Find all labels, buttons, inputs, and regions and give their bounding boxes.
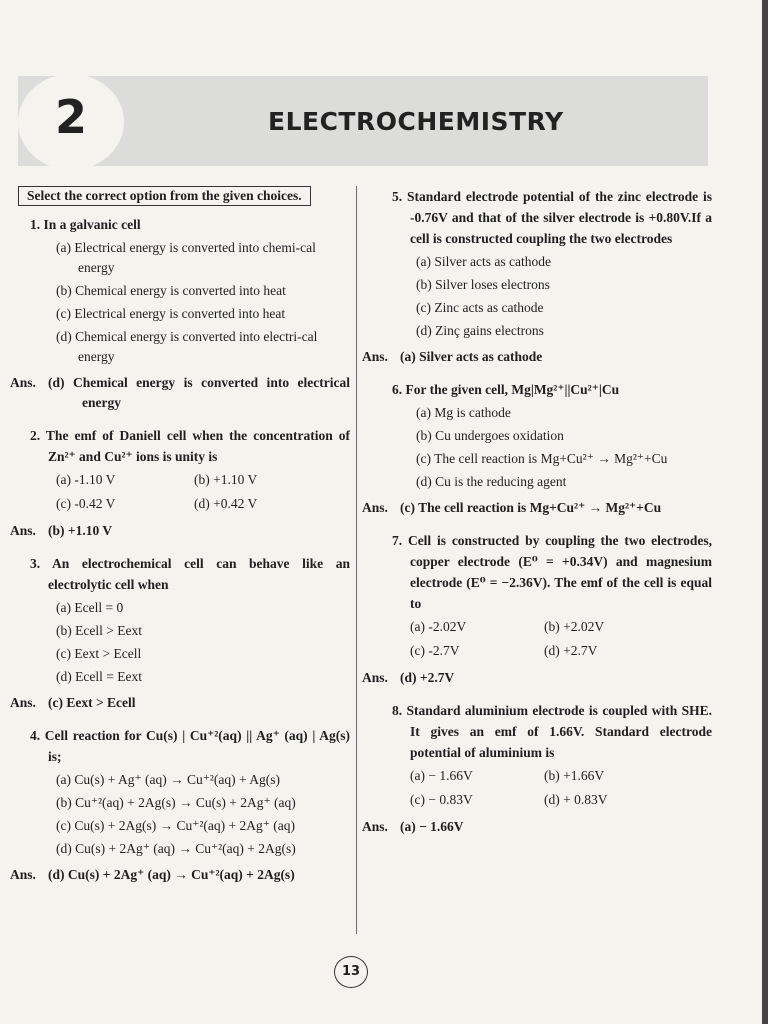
answer-text: (c) The cell reaction is Mg+Cu²⁺ → Mg²⁺+Cu xyxy=(400,500,662,515)
option: (c) -2.7V xyxy=(410,643,460,658)
page-number: 13 xyxy=(334,956,368,988)
option: (b) Chemical energy is converted into heat xyxy=(56,283,286,298)
option-row xyxy=(10,469,350,491)
answer-label: Ans. xyxy=(362,349,388,364)
option: (d) Zinç gains electrons xyxy=(416,323,544,338)
option: (b) Cu undergoes oxidation xyxy=(416,428,564,443)
question-text: 5. Standard electrode potential of the zinc electrode is -0.76V and that of the silver electrode is +0.80V.If a cell is constructed coupling the two electrodes xyxy=(392,189,712,246)
answer xyxy=(10,865,350,885)
right-column xyxy=(362,186,712,849)
instruction-box: Select the correct option from the given choices. xyxy=(18,186,311,206)
question-block xyxy=(10,725,350,897)
answer xyxy=(10,693,350,713)
answer-text: (a) Silver acts as cathode xyxy=(400,349,543,364)
option-row xyxy=(362,640,712,662)
option: (c) Eext > Ecell xyxy=(56,646,142,661)
option: (a) − 1.66V xyxy=(410,768,473,783)
question-text: 7. Cell is constructed by coupling the two electrodes, copper electrode (E⁰ = +0.34V) and magnesium electrode (E⁰ = −2.36V). The emf of the cell is equal to xyxy=(392,533,712,611)
question-text: 8. Standard aluminium electrode is coupled with SHE. It gives an emf of 1.66V. Standard electrode potential of aluminium is xyxy=(392,703,712,760)
option: (a) -2.02V xyxy=(410,619,467,634)
answer-label: Ans. xyxy=(10,695,36,710)
question-block xyxy=(362,700,712,849)
option: (d) Ecell = Eext xyxy=(56,669,142,684)
option: (c) − 0.83V xyxy=(410,792,473,807)
question-text: 6. For the given cell, Mg|Mg²⁺||Cu²⁺|Cu xyxy=(392,382,620,397)
option: (a) -1.10 V xyxy=(56,472,116,487)
option: (c) The cell reaction is Mg+Cu²⁺ → Mg²⁺+Cu xyxy=(416,451,668,466)
option: (a) Electrical energy is converted into chemi-cal energy xyxy=(56,240,316,275)
answer xyxy=(10,373,350,413)
answer-label: Ans. xyxy=(10,375,36,390)
option: (b) Ecell > Eext xyxy=(56,623,142,638)
option: (d) + 0.83V xyxy=(544,792,608,807)
option: (a) Silver acts as cathode xyxy=(416,254,551,269)
option: (b) +2.02V xyxy=(544,619,605,634)
answer xyxy=(362,817,712,837)
question-block xyxy=(362,186,712,379)
question-text: 4. Cell reaction for Cu(s) | Cu⁺²(aq) || Ag⁺ (aq) | Ag(s) is; xyxy=(30,728,350,764)
option: (a) Ecell = 0 xyxy=(56,600,124,615)
option: (b) +1.10 V xyxy=(194,472,258,487)
option-row xyxy=(362,616,712,638)
question-text: 2. The emf of Daniell cell when the concentration of Zn²⁺ and Cu²⁺ ions is unity is xyxy=(30,428,350,464)
answer xyxy=(10,521,350,541)
option: (a) Cu(s) + Ag⁺ (aq) → Cu⁺²(aq) + Ag(s) xyxy=(56,772,280,787)
chapter-number: 2 xyxy=(54,90,87,144)
answer-label: Ans. xyxy=(10,867,36,882)
question-block xyxy=(362,530,712,700)
answer xyxy=(362,347,712,367)
option-row xyxy=(10,493,350,515)
question-block xyxy=(10,553,350,725)
option-row xyxy=(362,765,712,787)
answer xyxy=(362,668,712,688)
option: (c) Electrical energy is converted into heat xyxy=(56,306,286,321)
question-text: 1. In a galvanic cell xyxy=(30,217,141,232)
answer-label: Ans. xyxy=(362,670,388,685)
answer-text: (c) Eext > Ecell xyxy=(48,695,136,710)
answer-label: Ans. xyxy=(362,819,388,834)
option: (d) +0.42 V xyxy=(194,496,258,511)
option: (b) Cu⁺²(aq) + 2Ag(s) → Cu(s) + 2Ag⁺ (aq) xyxy=(56,795,296,810)
option-row xyxy=(362,789,712,811)
answer-text: (d) Chemical energy is converted into electrical energy xyxy=(48,375,350,410)
chapter-title: ELECTROCHEMISTRY xyxy=(268,107,564,136)
option: (b) Silver loses electrons xyxy=(416,277,550,292)
answer-label: Ans. xyxy=(362,500,388,515)
option: (c) Zinc acts as cathode xyxy=(416,300,544,315)
option: (d) Cu(s) + 2Ag⁺ (aq) → Cu⁺²(aq) + 2Ag(s) xyxy=(56,841,296,856)
option: (c) Cu(s) + 2Ag(s) → Cu⁺²(aq) + 2Ag⁺ (aq) xyxy=(56,818,295,833)
answer-text: (d) +2.7V xyxy=(400,670,455,685)
option: (d) Cu is the reducing agent xyxy=(416,474,567,489)
spacer xyxy=(10,891,350,897)
answer-text: (a) − 1.66V xyxy=(400,819,464,834)
option: (a) Mg is cathode xyxy=(416,405,511,420)
question-text: 3. An electrochemical cell can behave like an electrolytic cell when xyxy=(30,556,350,592)
left-column xyxy=(10,186,350,897)
option: (d) Chemical energy is converted into electri-cal energy xyxy=(56,329,318,364)
question-block xyxy=(10,425,350,553)
answer-label: Ans. xyxy=(10,523,36,538)
option: (b) +1.66V xyxy=(544,768,605,783)
answer xyxy=(362,498,712,518)
answer-text: (d) Cu(s) + 2Ag⁺ (aq) → Cu⁺²(aq) + 2Ag(s) xyxy=(48,867,295,882)
page-edge xyxy=(762,0,768,1024)
spacer xyxy=(362,843,712,849)
column-divider xyxy=(356,186,357,934)
option: (c) -0.42 V xyxy=(56,496,116,511)
question-block xyxy=(10,214,350,425)
answer-text: (b) +1.10 V xyxy=(48,523,113,538)
option: (d) +2.7V xyxy=(544,643,598,658)
question-block xyxy=(362,379,712,530)
